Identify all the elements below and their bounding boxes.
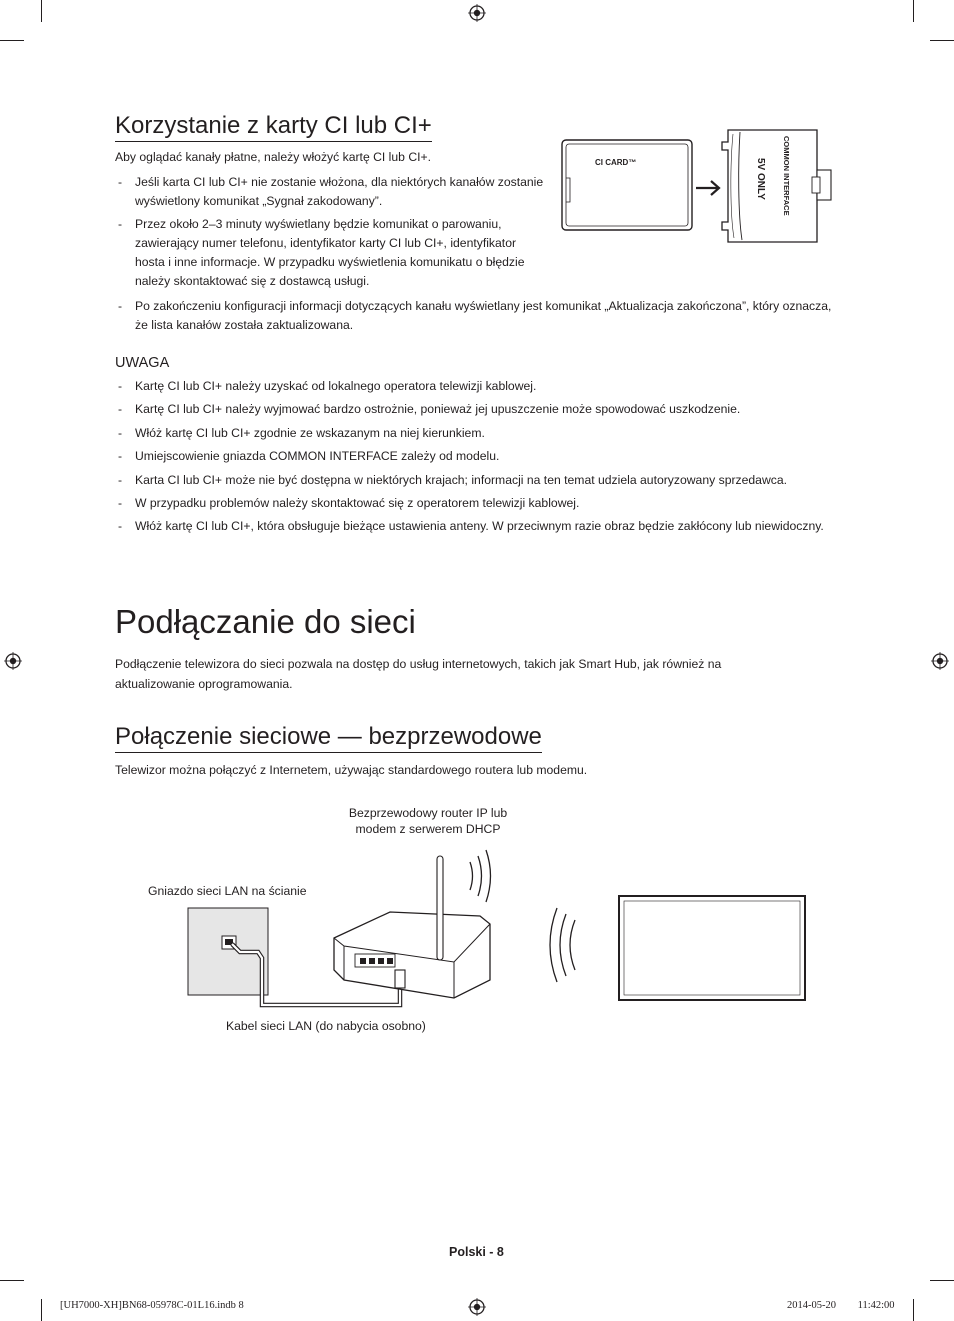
registration-mark-icon — [468, 1298, 486, 1316]
crop-mark — [41, 0, 42, 22]
crop-mark — [0, 40, 24, 41]
ci-card-label: CI CARD™ — [595, 158, 637, 167]
wireless-intro: Telewizor można połączyć z Internetem, używając standardowego routera lub modemu. — [115, 763, 588, 777]
crop-mark — [0, 1280, 24, 1281]
wifi-signal-icon — [550, 908, 575, 982]
registration-mark-icon — [931, 652, 949, 670]
list-item: - Przez około 2–3 minuty wyświetlany będzie komunikat o parowaniu, zawierający numer telefonu, identyfikator karty CI lub CI+, identyfikator hosta i inne informacje. W przypadku wyświetlenia komunikatu o błędzie należy skontaktować się z dostawcą usługi. — [115, 215, 545, 291]
list-item: - Karta CI lub CI+ może nie być dostępna w niektórych krajach; informacji na ten temat udziela autoryzowany sprzedawca. — [115, 471, 845, 490]
registration-mark-icon — [468, 4, 486, 22]
note-bullet-list — [115, 377, 845, 541]
crop-mark — [913, 1299, 914, 1321]
list-item: - Kartę CI lub CI+ należy uzyskać od lokalnego operatora telewizji kablowej. — [115, 377, 845, 396]
crop-mark — [41, 1299, 42, 1321]
list-item: - Po zakończeniu konfiguracji informacji dotyczących kanału wyświetlany jest komunikat „Aktualizacja zakończona”, który oznacza, że lista kanałów została zaktualizowana. — [115, 297, 840, 335]
list-item: - Kartę CI lub CI+ należy wyjmować bardzo ostrożnie, ponieważ jej upuszczenie może spowodować uszkodzenie. — [115, 400, 845, 419]
print-slug-file: [UH7000-XH]BN68-05978C-01L16.indb 8 — [60, 1300, 244, 1311]
list-item: - Włóż kartę CI lub CI+, która obsługuje bieżące ustawienia anteny. W przeciwnym razie obraz będzie zakłócony lub niewidoczny. — [115, 517, 845, 536]
ci-intro: Aby oglądać kanały płatne, należy włożyć kartę CI lub CI+. — [115, 150, 432, 164]
crop-mark — [930, 40, 954, 41]
list-item: - Jeśli karta CI lub CI+ nie zostanie włożona, dla niektórych kanałów zostanie wyświetlony komunikat „Sygnał zakodowany”. — [115, 173, 545, 211]
section-title-ci: Korzystanie z karty CI lub CI+ — [115, 112, 432, 142]
crop-mark — [930, 1280, 954, 1281]
router-label: Bezprzewodowy router IP lub modem z serwerem DHCP — [348, 806, 508, 836]
note-title: UWAGA — [115, 355, 170, 371]
section-title-wireless: Połączenie sieciowe — bezprzewodowe — [115, 723, 542, 753]
list-item: - Włóż kartę CI lub CI+ zgodnie ze wskazanym na niej kierunkiem. — [115, 424, 845, 443]
wifi-signal-icon — [470, 850, 491, 902]
network-intro: Podłączenie telewizora do sieci pozwala na dostęp do usług internetowych, takich jak Smart Hub, jak również na aktualizowanie oprogramowania. — [115, 657, 722, 691]
crop-mark — [913, 0, 914, 22]
tv-icon — [619, 896, 805, 1000]
arrow-right-icon — [696, 181, 719, 195]
list-item: - W przypadku problemów należy skontaktować się z operatorem telewizji kablowej. — [115, 494, 845, 513]
ci-card-illustration — [560, 124, 850, 250]
common-interface-label: COMMON INTERFACE — [782, 136, 791, 216]
router-icon — [334, 856, 490, 998]
voltage-label: 5V ONLY — [755, 158, 766, 200]
print-slug-date: 2014-05-20 ￿￿ 11:42:00 — [787, 1300, 895, 1311]
cable-label: Kabel sieci LAN (do nabycia osobno) — [226, 1019, 426, 1033]
registration-mark-icon — [4, 652, 22, 670]
page-number: Polski - 8 — [449, 1245, 504, 1259]
page-title: Podłączanie do sieci — [115, 603, 416, 640]
wall-socket-label: Gniazdo sieci LAN na ścianie — [148, 884, 307, 898]
list-item: - Umiejscowienie gniazda COMMON INTERFACE zależy od modelu. — [115, 447, 845, 466]
ci-bullet-list-wide — [115, 297, 840, 339]
network-diagram — [180, 840, 820, 1010]
ci-bullet-list — [115, 173, 545, 296]
